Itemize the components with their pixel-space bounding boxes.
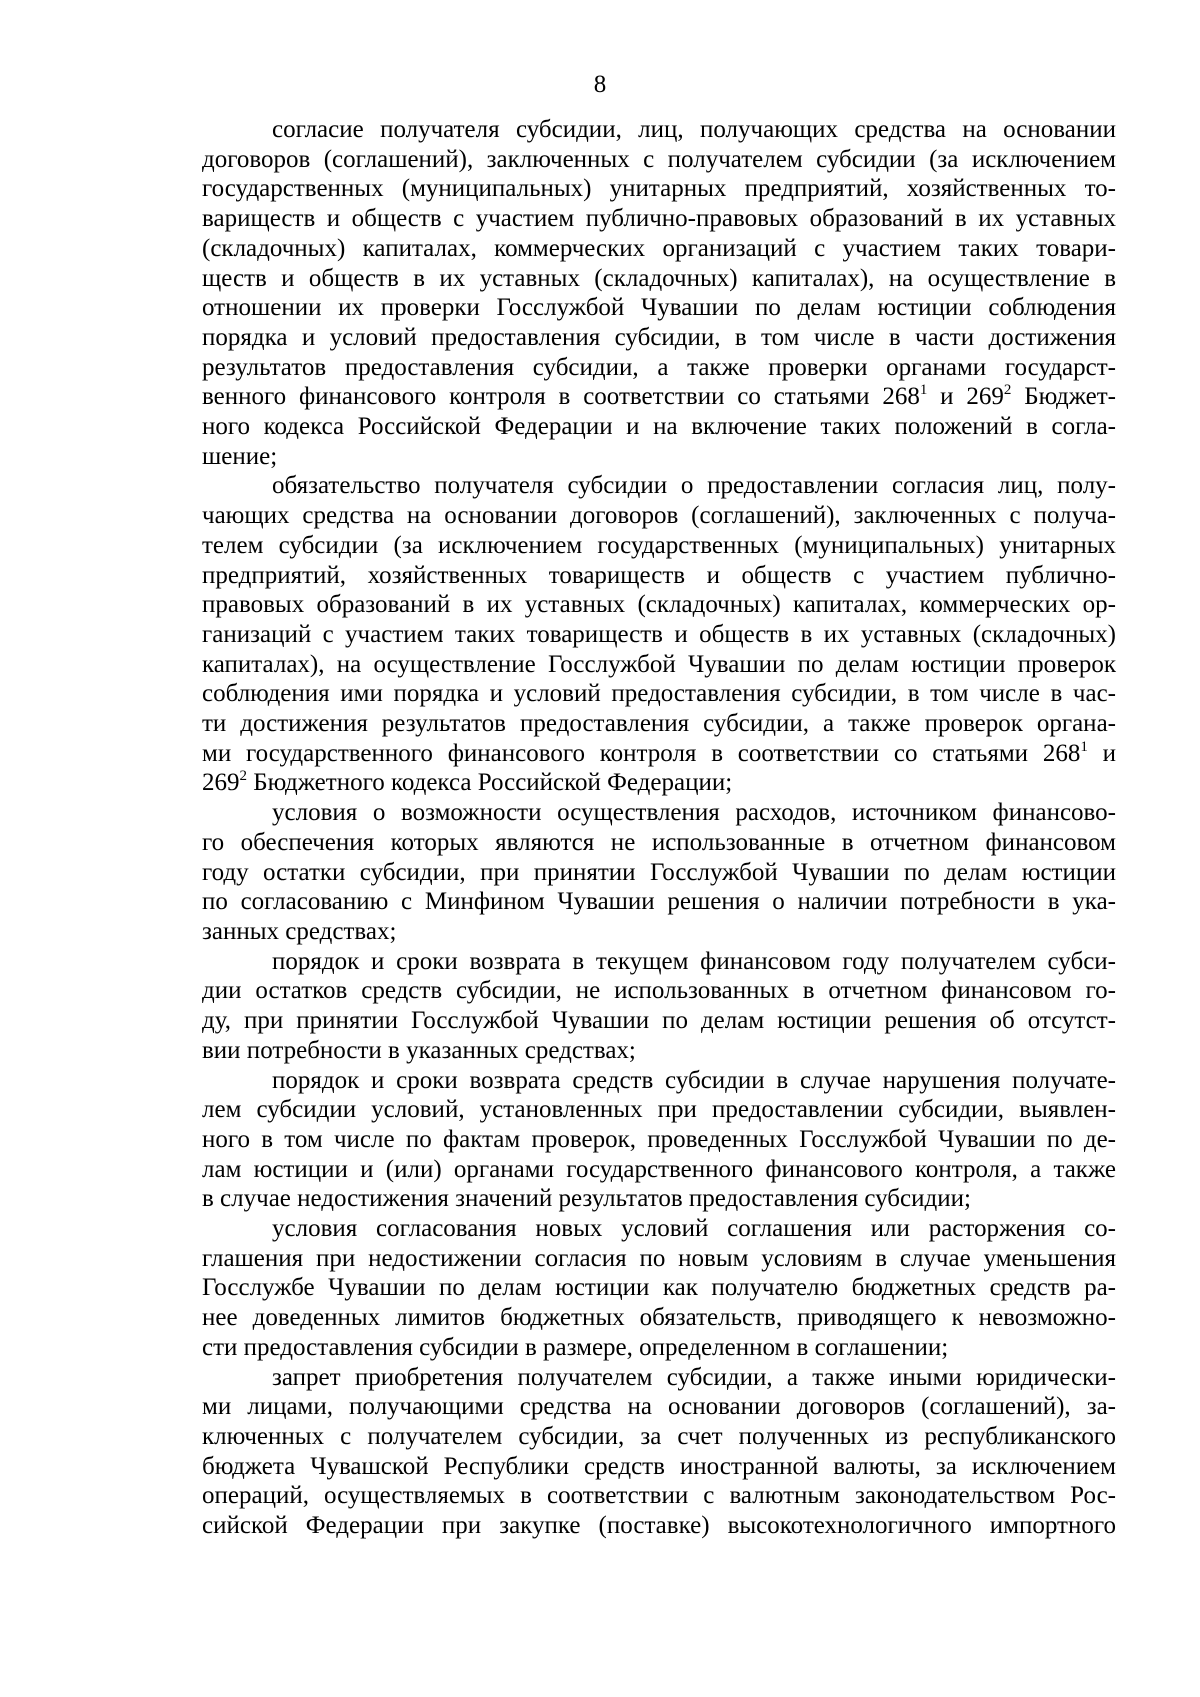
text-line: условия согласования новых условий соглашения или расторжения со- (272, 1215, 1116, 1243)
text-line: шение; (202, 442, 278, 470)
text-line: бюджета Чувашской Республики средств иностранной валюты, за исключением (202, 1452, 1116, 1480)
text-line: вариществ и обществ с участием публично-правовых образований в их уставных (202, 205, 1116, 233)
text-line: лем субсидии условий, установленных при предоставлении субсидии, выявлен- (202, 1096, 1116, 1124)
paragraph-foreign-currency-ban (202, 1363, 1116, 1541)
text-line: в случае недостижения значений результатов предоставления субсидии; (202, 1185, 971, 1213)
text-line: ного в том числе по фактам проверок, проведенных Госслужбой Чувашии по де- (202, 1125, 1116, 1153)
text-line: вии потребности в указанных средствах; (202, 1036, 636, 1064)
text-line: согласие получателя субсидии, лиц, получающих средства на основании (272, 116, 1116, 143)
superscript: 1 (1080, 738, 1088, 755)
text-line: порядок и сроки возврата средств субсидии в случае нарушения получате- (272, 1066, 1116, 1094)
paragraph-return-violation (202, 1066, 1116, 1215)
text-line: ти достижения результатов предоставления субсидии, а также проверок органа- (202, 710, 1116, 738)
text-line: чающих средства на основании договоров (соглашений), заключенных с получа- (202, 502, 1116, 530)
text-line: дии остатков средств субсидии, не использованных в отчетном финансовом го- (202, 977, 1116, 1005)
paragraph-agreement-terms (202, 1214, 1116, 1363)
text-line: правовых образований в их уставных (складочных) капиталах, коммерческих ор- (202, 591, 1116, 619)
text-line: лам юстиции и (или) органами государственного финансового контроля, а также (202, 1155, 1116, 1183)
text-line: ществ и обществ в их уставных (складочных) капиталах), на осуществление в (202, 264, 1116, 292)
text-line: обязательство получателя субсидии о предоставлении согласия лиц, полу- (272, 472, 1116, 500)
text-line: по согласованию с Минфином Чувашии решения о наличии потребности в ука- (202, 888, 1116, 916)
text-line: ми лицами, получающими средства на основании договоров (соглашений), за- (202, 1393, 1116, 1421)
superscript: 1 (919, 382, 928, 399)
text-line: государственных (муниципальных) унитарных предприятий, хозяйственных то- (202, 175, 1116, 203)
text-line: ключенных с получателем субсидии, за счет полученных из республиканского (202, 1422, 1116, 1450)
text-line: предприятий, хозяйственных товариществ и обществ с участием публично- (202, 561, 1116, 589)
text-line: результатов предоставления субсидии, а также проверки органами государст- (202, 353, 1116, 381)
paragraph-return-remains (202, 947, 1116, 1066)
text-line: условия о возможности осуществления расходов, источником финансово- (272, 799, 1116, 827)
text-segment: ми государственного финансового контроля в соответствии со статьями 268 (202, 739, 1081, 767)
text-segment: Бюджетного кодекса Российской Федерации; (247, 769, 733, 797)
text-line: соблюдения ими порядка и условий предоставления субсидии, в том числе в час- (202, 680, 1116, 708)
text-line: сийской Федерации при закупке (поставке) высокотехнологичного импортного (202, 1512, 1116, 1540)
text-line: го обеспечения которых являются не использованные в отчетном финансовом (202, 828, 1116, 856)
text-segment: и (1087, 739, 1116, 767)
document-body (202, 115, 1116, 1541)
text-line: нее доведенных лимитов бюджетных обязательств, приводящего к невозможно- (202, 1304, 1116, 1332)
text-segment: и 269 (927, 383, 1004, 411)
text-segment: Бюджет- (1011, 383, 1116, 411)
text-line-with-article-refs (202, 739, 1116, 769)
paragraph-consent-recipient (202, 115, 1116, 471)
text-line: сти предоставления субсидии в размере, определенном в соглашении; (202, 1333, 949, 1361)
text-line: отношении их проверки Госслужбой Чувашии по делам юстиции соблюдения (202, 294, 1116, 322)
text-line: порядок и сроки возврата в текущем финансовом году получателем субси- (272, 947, 1116, 975)
text-line: телем субсидии (за исключением государственных (муниципальных) унитарных (202, 531, 1116, 559)
text-line: Госслужбе Чувашии по делам юстиции как получателю бюджетных средств ра- (202, 1274, 1116, 1302)
text-line: запрет приобретения получателем субсидии, а также иными юридически- (272, 1363, 1116, 1391)
text-line: году остатки субсидии, при принятии Госслужбой Чувашии по делам юстиции (202, 858, 1116, 886)
paragraph-obligation-consent (202, 471, 1116, 798)
text-line-with-article-refs (202, 382, 1116, 412)
superscript: 2 (1003, 382, 1012, 399)
superscript: 2 (239, 768, 247, 785)
text-line: операций, осуществляемых в соответствии с валютным законодательством Рос- (202, 1482, 1116, 1510)
text-line: капиталах), на осуществление Госслужбой Чувашии по делам юстиции проверок (202, 650, 1116, 678)
paragraph-expense-conditions (202, 798, 1116, 947)
text-line: ганизаций с участием таких товариществ и обществ в их уставных (складочных) (202, 620, 1116, 648)
text-line: (складочных) капиталах, коммерческих организаций с участием таких товари- (202, 234, 1116, 262)
text-line-with-article-refs (202, 768, 1116, 798)
page-number: 8 (593, 71, 607, 98)
text-segment: 269 (202, 769, 240, 797)
text-line: ду, при принятии Госслужбой Чувашии по делам юстиции решения об отсутст- (202, 1007, 1116, 1035)
text-line: ного кодекса Российской Федерации и на включение таких положений в согла- (202, 413, 1116, 441)
text-line: занных средствах; (202, 917, 397, 945)
text-line: договоров (соглашений), заключенных с получателем субсидии (за исключением (202, 145, 1116, 173)
text-line: глашения при недостижении согласия по новым условиям в случае уменьшения (202, 1244, 1116, 1272)
text-segment: венного финансового контроля в соответствии со статьями 268 (202, 383, 920, 411)
text-line: порядка и условий предоставления субсидии, в том числе в части достижения (202, 323, 1116, 351)
